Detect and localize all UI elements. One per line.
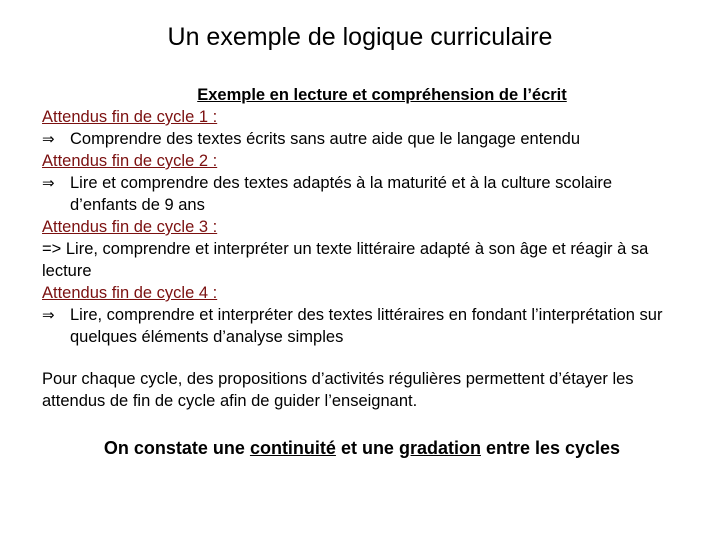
cycle-4-item bbox=[42, 304, 682, 348]
summary-paragraph: Pour chaque cycle, des propositions d’activités régulières permettent d’étayer les attendus de fin de cycle afin de guider l’enseignant. bbox=[42, 370, 634, 410]
cycle-3-text: => Lire, comprendre et interpréter un texte littéraire adapté à son âge et réagir à sa lecture bbox=[42, 240, 649, 280]
implies-arrow-icon: ⇒ bbox=[42, 306, 55, 324]
conclusion-word-gradation: gradation bbox=[398, 438, 481, 458]
cycle-2-heading: Attendus fin de cycle 2 : bbox=[42, 152, 218, 170]
conclusion-part-3: entre les cycles bbox=[480, 438, 621, 458]
cycle-1-heading: Attendus fin de cycle 1 : bbox=[42, 108, 218, 126]
section-heading: Exemple en lecture et compréhension de l’écrit bbox=[197, 86, 567, 104]
implies-arrow-icon: ⇒ bbox=[42, 130, 55, 148]
slide-content bbox=[42, 84, 682, 460]
conclusion-part-2: et une bbox=[335, 438, 399, 458]
slide-title: Un exemple de logique curriculaire bbox=[167, 23, 553, 51]
cycle-2-item bbox=[42, 172, 682, 216]
cycle-4-text: Lire, comprendre et interpréter des textes littéraires en fondant l’interprétation sur quelques éléments d’analyse simples bbox=[70, 306, 663, 346]
conclusion-part-1: On constate une bbox=[103, 438, 250, 458]
conclusion-word-continuite: continuité bbox=[249, 438, 336, 458]
cycle-3-heading: Attendus fin de cycle 3 : bbox=[42, 218, 218, 236]
cycle-3-item bbox=[42, 238, 682, 282]
conclusion bbox=[42, 436, 682, 460]
cycle-1-item bbox=[42, 128, 682, 150]
cycle-1-text: Comprendre des textes écrits sans autre aide que le langage entendu bbox=[70, 130, 580, 148]
cycle-4-heading: Attendus fin de cycle 4 : bbox=[42, 284, 218, 302]
implies-arrow-icon: ⇒ bbox=[42, 174, 55, 192]
cycle-2-text: Lire et comprendre des textes adaptés à la maturité et à la culture scolaire d’enfants de 9 ans bbox=[70, 174, 613, 214]
